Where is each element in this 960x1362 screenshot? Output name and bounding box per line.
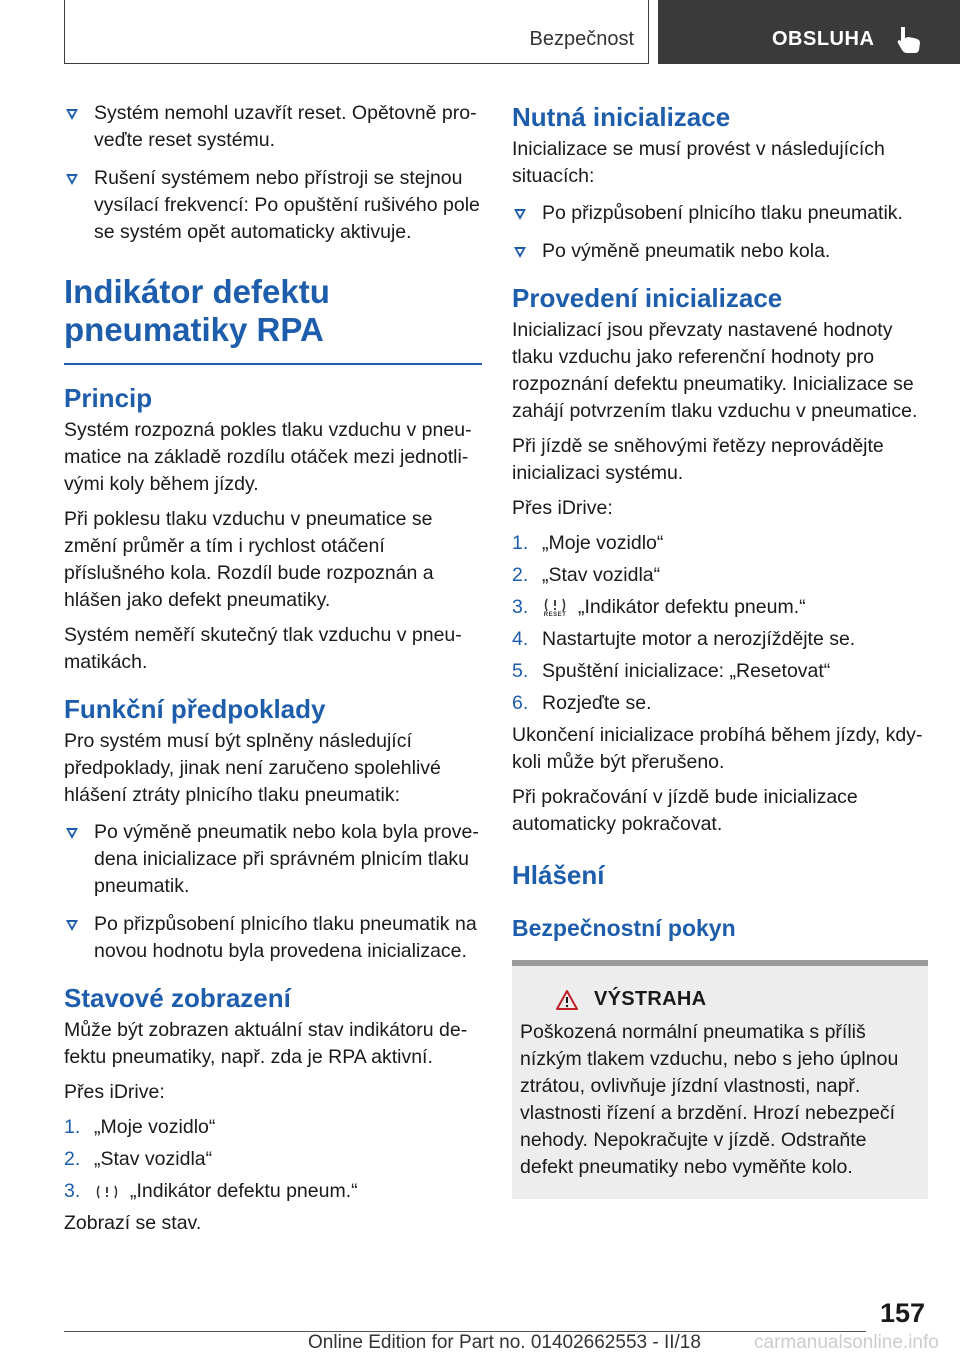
section-heading-status: Stavové zobrazení <box>64 983 291 1013</box>
section-heading-required: Nutná inicializace <box>512 102 731 132</box>
steps-list-perform <box>512 530 928 717</box>
header-chapter-title: OBSLUHA <box>772 28 875 50</box>
section-heading-perform: Provedení inicializace <box>512 283 783 313</box>
list-item: Systém nemohl uzavřít reset. Opětovně proveďte reset systému. <box>64 100 482 154</box>
list-item: 1. „Moje vozidlo“ <box>512 532 664 554</box>
reset-icon-label: RESET <box>543 611 567 618</box>
header-chapter-box <box>658 0 960 64</box>
warning-box <box>512 960 928 1199</box>
header-section-box <box>64 0 649 64</box>
chapter-heading: Indikátor defektu pneumatiky RPA <box>64 273 330 348</box>
subsection-heading-safety: Bezpečnostní pokyn <box>512 915 736 941</box>
triangle-bullet-icon <box>66 109 78 120</box>
paragraph: Ukončení inicializace probíhá během jízdy, kdykoli může být přerušeno. <box>512 724 923 773</box>
warning-title: VÝSTRAHA <box>594 988 707 1010</box>
triangle-bullet-icon <box>66 920 78 931</box>
bullet-list-prerequisites <box>64 819 482 965</box>
paragraph: Přes iDrive: <box>512 497 613 519</box>
list-item: 2. „Stav vozidla“ <box>512 564 661 586</box>
list-item: Po výměně pneumatik nebo kola. <box>512 238 928 265</box>
section-heading-prerequisites: Funkční předpoklady <box>64 694 326 724</box>
page-number: 157 <box>880 1298 926 1328</box>
list-item: Rušení systémem nebo přístroji se stejnou vysílací frekvencí: Po opuštění rušivého pole se systém opět automaticky aktivuje. <box>64 165 482 246</box>
paragraph: Přes iDrive: <box>64 1081 165 1103</box>
triangle-bullet-icon <box>514 247 526 258</box>
tire-reset-icon <box>542 598 568 618</box>
list-item: 3. RESET „Indikátor defektu pneum.“ <box>512 596 806 618</box>
section-heading-principle: Princip <box>64 383 153 413</box>
list-item: 2. „Stav vozidla“ <box>64 1148 213 1170</box>
warning-header <box>520 988 920 1011</box>
steps-list-status <box>64 1114 482 1205</box>
footer-watermark: carmanualsonline.info <box>754 1332 939 1353</box>
tire-reset-icon <box>94 1185 120 1199</box>
paragraph: Může být zobrazen aktuální stav indikátoru defektu pneumatiky, např. zda je RPA aktivní. <box>64 1019 468 1068</box>
bullet-list-required <box>512 200 928 265</box>
section-heading-messages: Hlášení <box>512 860 605 890</box>
triangle-bullet-icon <box>66 174 78 185</box>
list-item: 5. Spuštění inicializace: „Resetovat“ <box>512 660 831 682</box>
footer-edition: Online Edition for Part no. 01402662553 - II/18 <box>308 1332 701 1353</box>
header-section-title: Bezpečnost <box>529 28 634 50</box>
list-item: Po přizpůsobení plnicího tlaku pneumatik na novou hodnotu byla provedena inicializace. <box>64 911 482 965</box>
list-item: Po přizpůsobení plnicího tlaku pneumatik. <box>512 200 928 227</box>
triangle-bullet-icon <box>66 828 78 839</box>
list-item: Po výměně pneumatik nebo kola byla provedena inicializace při správném plnicím tlaku pneumatik. <box>64 819 482 900</box>
paragraph: Systém rozpozná pokles tlaku vzduchu v pneumatice na základě rozdílu otáček mezi jednotlivými koly během jízdy. <box>64 419 472 495</box>
pointing-hand-icon <box>896 25 922 55</box>
paragraph: Pro systém musí být splněny následující předpoklady, jinak není zaručeno spolehlivé hlášení ztráty plnicího tlaku pneumatik: <box>64 730 441 806</box>
paragraph: Zobrazí se stav. <box>64 1212 202 1234</box>
paragraph: Inicializací jsou převzaty nastavené hodnoty tlaku vzduchu jako referenční hodnoty pro rozpoznání defektu pneumatiky. Inicializace se zahájí potvrzením tlaku vzduchu v pneumatice. <box>512 319 918 422</box>
list-item: 4. Nastartujte motor a nerozjíždějte se. <box>512 628 856 650</box>
list-item: 6. Rozjeďte se. <box>512 692 652 714</box>
paragraph: Při jízdě se sněhovými řetězy neprovádějte inicializaci systému. <box>512 435 884 484</box>
paragraph: Při poklesu tlaku vzduchu v pneumatice se změní průměr a tím i rychlost otáčení příslušného kola. Rozdíl bude rozpoznán a hlášen jako defekt pneumatiky. <box>64 508 434 611</box>
heading-divider <box>64 363 482 365</box>
list-item: 3. „Indikátor defektu pneum.“ <box>64 1180 358 1202</box>
right-column <box>512 100 928 1199</box>
warning-triangle-icon <box>556 990 578 1010</box>
bullet-list-top <box>64 100 482 246</box>
left-column <box>64 100 482 1245</box>
paragraph: Při pokračování v jízdě bude inicializace automaticky pokračovat. <box>512 786 858 835</box>
paragraph: Systém neměří skutečný tlak vzduchu v pneumatikách. <box>64 624 462 673</box>
list-item: 1. „Moje vozidlo“ <box>64 1116 216 1138</box>
triangle-bullet-icon <box>514 209 526 220</box>
paragraph: Inicializace se musí provést v následujících situacích: <box>512 138 885 187</box>
warning-text: Poškozená normální pneumatika s příliš nízkým tlakem vzduchu, nebo s jeho úplnou ztrátou, ovlivňuje jízdní vlastnosti, např. vlastnosti řízení a brzdění. Hrozí nebezpečí nehody. Nepokračujte v jízdě. Odstraňte defekt pneumatiky nebo vyměňte kolo. <box>520 1021 899 1178</box>
